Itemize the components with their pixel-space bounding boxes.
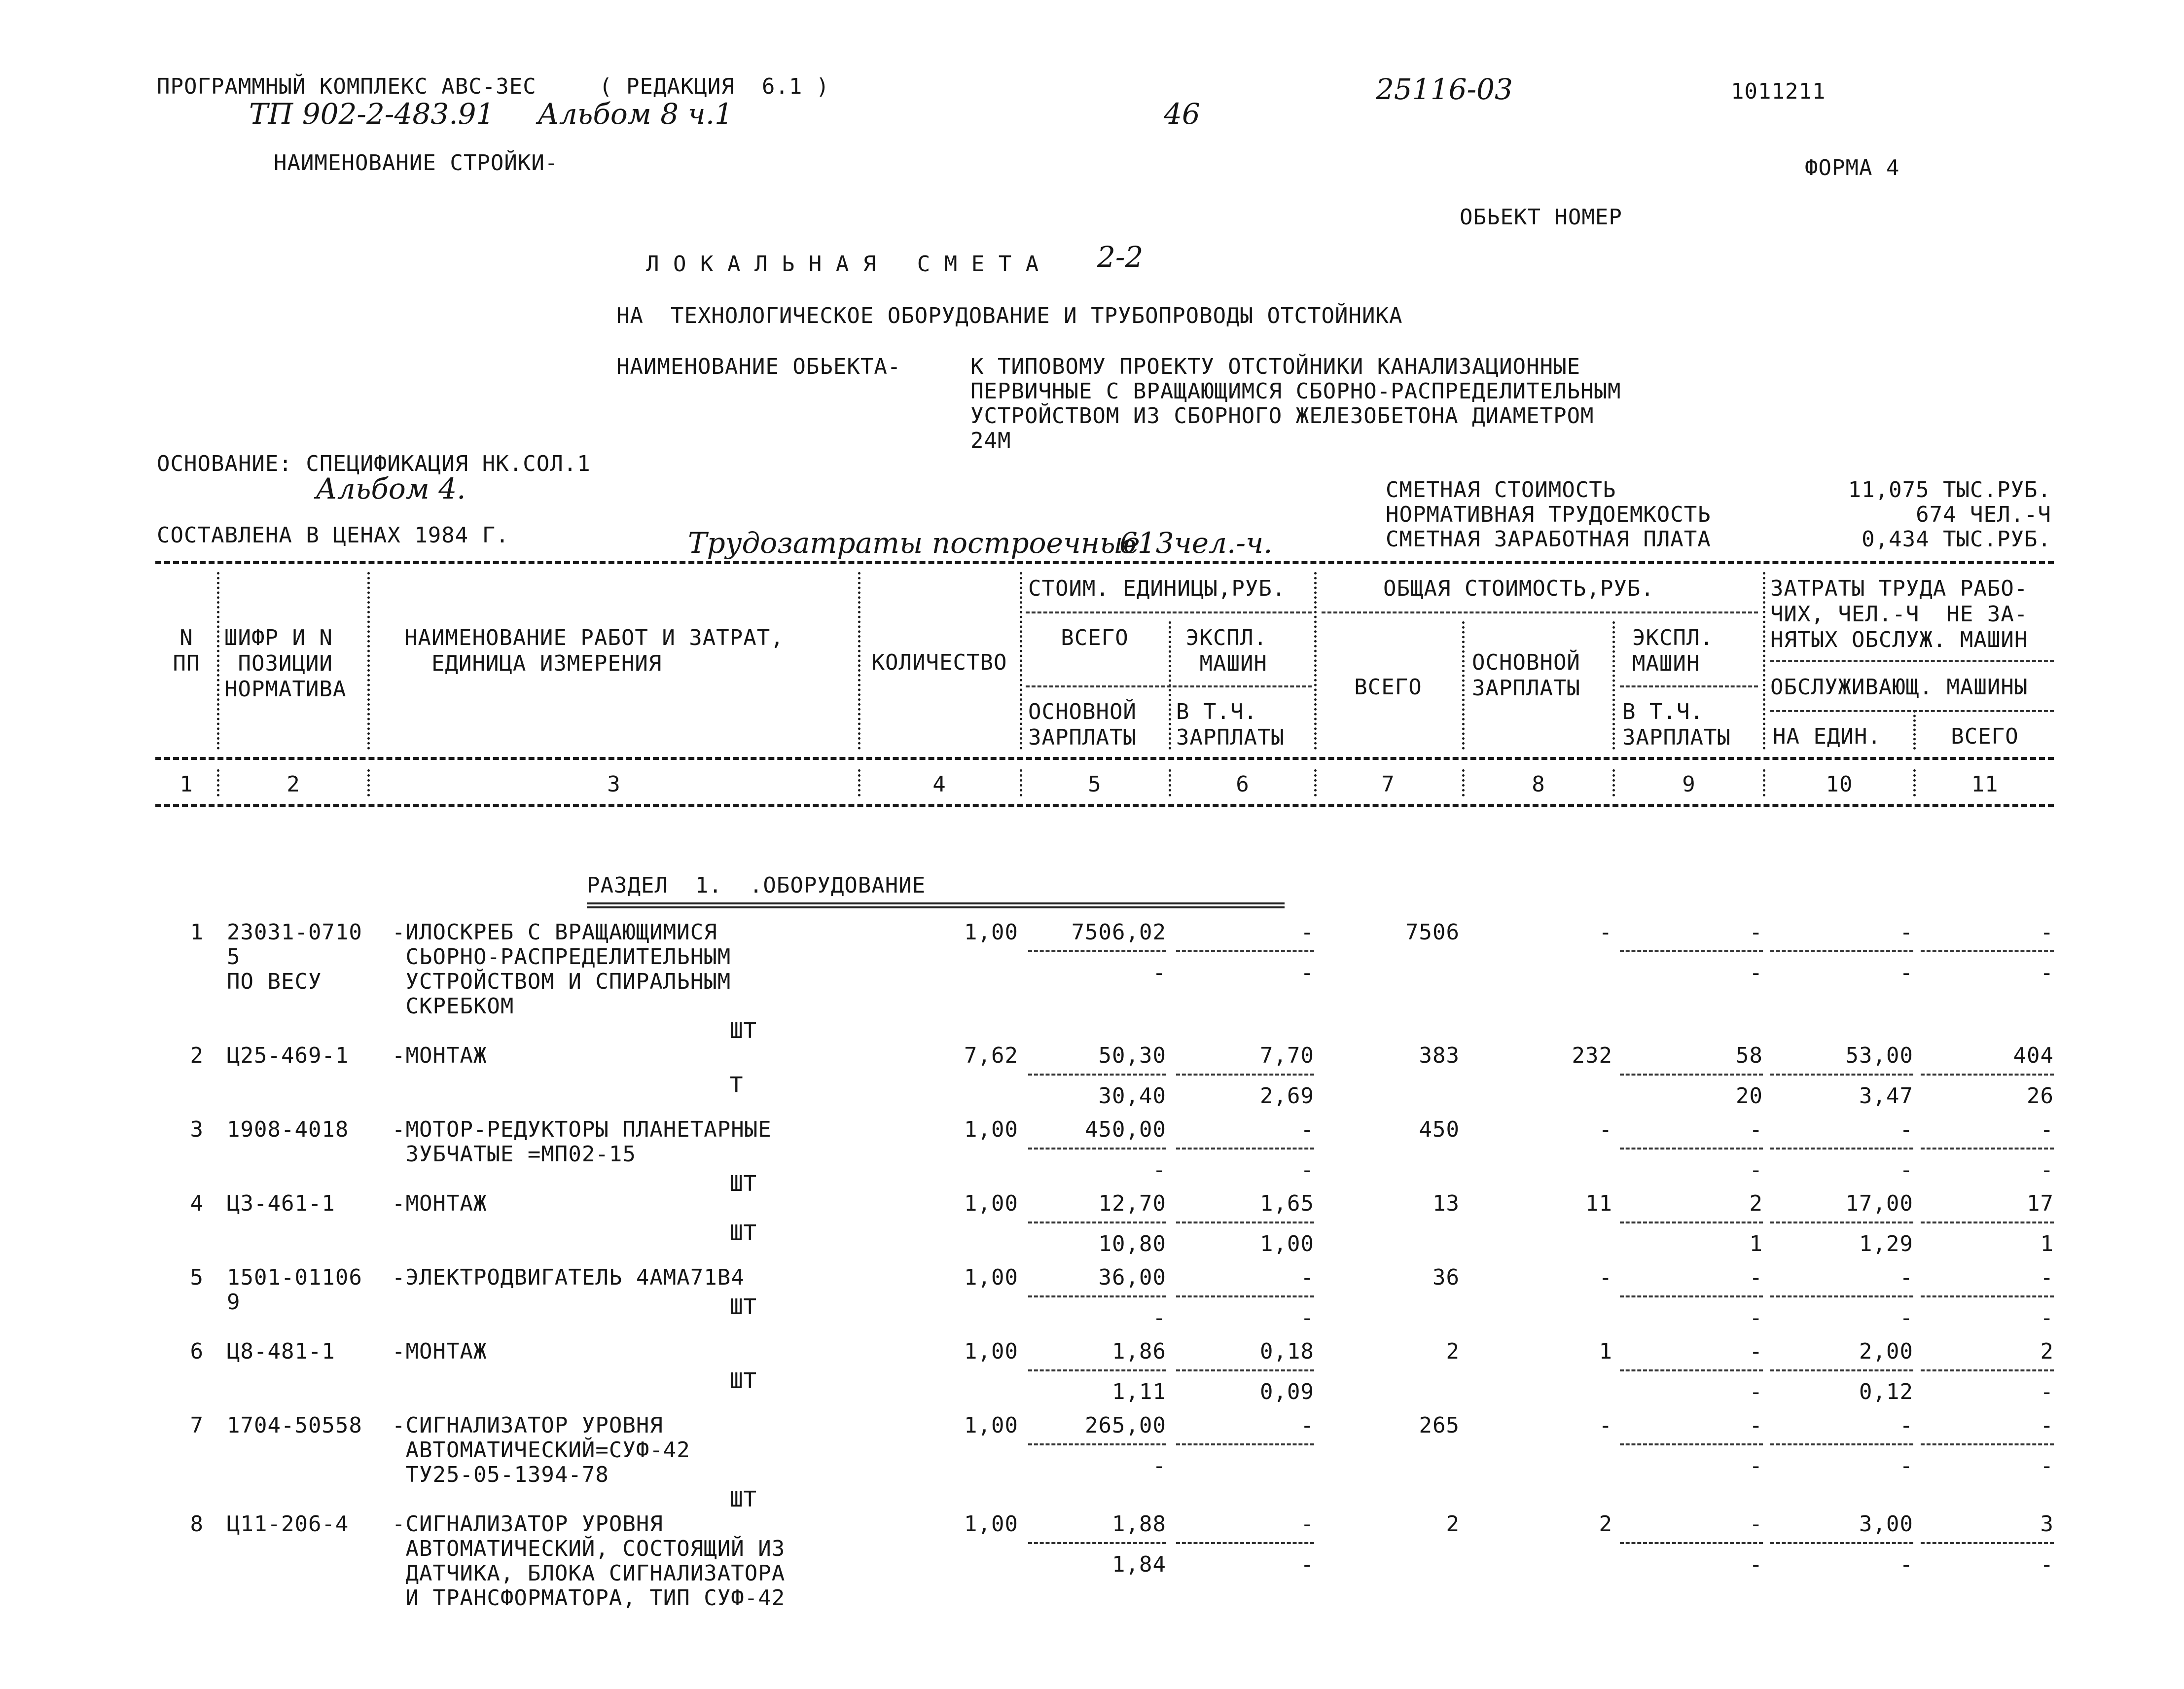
row-c10-service: - [1899, 1552, 1913, 1577]
row-c11-service: 1 [2040, 1231, 2054, 1257]
object-name-line-1: К ТИПОВОМУ ПРОЕКТУ ОТСТОЙНИКИ КАНАЛИЗАЦИОННЫЕ [970, 354, 1581, 379]
row-sub-rule [1028, 1148, 1166, 1150]
summary-wages-label: СМЕТНАЯ ЗАРАБОТНАЯ ПЛАТА [1386, 527, 1711, 552]
row-c7: 265 [1419, 1413, 1460, 1438]
row-c9: 2 [1749, 1191, 1763, 1216]
row-c6-wages: - [1300, 960, 1314, 985]
row-sub-rule [1921, 1148, 2054, 1150]
col-header-unit-machines: ЭКСПЛ. МАШИН [1186, 625, 1267, 676]
header-bottom-rule [155, 804, 2054, 807]
row-code: Ц25-469-1 [227, 1043, 349, 1068]
row-sub-rule [1028, 1074, 1166, 1076]
row-c4: 7,62 [964, 1043, 1018, 1068]
row-c4: 1,00 [964, 1339, 1018, 1364]
handwritten-estimate-number: 2-2 [1097, 240, 1144, 274]
row-c11-service: 26 [2027, 1083, 2054, 1109]
row-sub-rule [1770, 1443, 1913, 1445]
col-divider-1 [217, 572, 219, 750]
num-divider-1 [217, 769, 219, 796]
row-sub-rule [1028, 1542, 1166, 1544]
row-code: 5 [227, 944, 241, 970]
row-name: АВТОМАТИЧЕСКИЙ, СОСТОЯЩИЙ ИЗ [392, 1536, 786, 1561]
row-sub-rule [1620, 1148, 1763, 1150]
row-c11: 17 [2027, 1191, 2054, 1216]
row-unit: ШТ [730, 1294, 757, 1320]
row-sub-rule [1028, 1222, 1166, 1223]
row-c6: - [1300, 1413, 1314, 1438]
row-code: 1908-4018 [227, 1117, 349, 1142]
row-sub-rule [1921, 1222, 2054, 1223]
col-number-1: 1 [179, 772, 193, 797]
labor-sub-rule-2 [1770, 710, 2054, 712]
row-c4: 1,00 [964, 1511, 1018, 1537]
row-name: И ТРАНСФОРМАТОРА, ТИП СУФ-42 [392, 1585, 786, 1611]
row-c6-wages: 1,00 [1260, 1231, 1314, 1257]
row-c10: 53,00 [1845, 1043, 1913, 1068]
row-c7: 450 [1419, 1117, 1460, 1142]
col-divider-7 [1462, 621, 1465, 750]
section-underline [587, 902, 1285, 908]
row-c9-wages: 1 [1749, 1231, 1763, 1257]
row-c6: 1,65 [1260, 1191, 1314, 1216]
row-sub-rule [1028, 1369, 1166, 1371]
row-c9: - [1749, 1413, 1763, 1438]
row-c9-wages: - [1749, 1552, 1763, 1577]
row-unit: ШТ [730, 1018, 757, 1043]
row-sub-rule [1028, 1295, 1166, 1297]
row-c9-wages: - [1749, 1157, 1763, 1183]
num-divider-3 [858, 769, 860, 796]
row-c8: - [1599, 920, 1612, 945]
row-sub-rule [1770, 1222, 1913, 1223]
row-c4: 1,00 [964, 1191, 1018, 1216]
row-c9: 58 [1736, 1043, 1763, 1068]
col-header-unit-total: ВСЕГО [1061, 625, 1129, 650]
row-sub-rule [1770, 1369, 1913, 1371]
row-c6-wages: - [1300, 1157, 1314, 1183]
row-unit: ШТ [730, 1487, 757, 1512]
header-top-rule [155, 561, 2054, 564]
program-edition: ( РЕДАКЦИЯ 6.1 ) [599, 74, 830, 99]
row-name: -ЭЛЕКТРОДВИГАТЕЛЬ 4АМА71В4 [392, 1265, 745, 1290]
col-header-unit-cost: СТОИМ. ЕДИНИЦЫ,РУБ. [1028, 576, 1286, 601]
row-c9-wages: 20 [1736, 1083, 1763, 1109]
col-header-quantity: КОЛИЧЕСТВО [871, 650, 1007, 675]
col-number-7: 7 [1381, 772, 1395, 797]
row-c11: - [2040, 1413, 2054, 1438]
row-code: 23031-0710 [227, 920, 362, 945]
row-c5: 265,00 [1085, 1413, 1166, 1438]
row-c10: - [1899, 920, 1913, 945]
col-number-10: 10 [1826, 772, 1853, 797]
row-c6: - [1300, 1511, 1314, 1537]
col-number-11: 11 [1971, 772, 1999, 797]
num-divider-7 [1462, 769, 1465, 796]
row-c9-wages: - [1749, 960, 1763, 985]
object-name-line-4: 24М [970, 428, 1011, 453]
row-sub-rule [1620, 1222, 1763, 1223]
row-sub-rule [1028, 1443, 1166, 1445]
row-name: ЗУБЧАТЫЕ =МП02-15 [392, 1142, 636, 1167]
object-name-label: НАИМЕНОВАНИЕ ОБЬЕКТА- [616, 354, 901, 379]
form-label: ФОРМА 4 [1805, 155, 1900, 180]
row-name: СЬОРНО-РАСПРЕДЕЛИТЕЛЬНЫМ [392, 944, 731, 970]
row-sub-rule [1620, 1369, 1763, 1371]
col-number-2: 2 [286, 772, 300, 797]
row-code: Ц8-481-1 [227, 1339, 335, 1364]
row-c11: - [2040, 1265, 2054, 1290]
row-c9: - [1749, 1117, 1763, 1142]
row-sub-rule [1921, 1542, 2054, 1544]
row-sub-rule [1620, 1074, 1763, 1076]
num-divider-9 [1763, 769, 1765, 796]
row-c9: - [1749, 920, 1763, 945]
row-c11: 2 [2040, 1339, 2054, 1364]
summary-labor-value: 674 ЧЕЛ.-Ч [1916, 502, 2051, 527]
section-title: РАЗДЕЛ 1. .ОБОРУДОВАНИЕ [587, 873, 926, 898]
row-sub-rule [1770, 1074, 1913, 1076]
col-header-unit-wages: ОСНОВНОЙ ЗАРПЛАТЫ [1028, 699, 1137, 750]
row-c4: 1,00 [964, 1117, 1018, 1142]
row-c5: 12,70 [1098, 1191, 1166, 1216]
row-sub-rule [1176, 950, 1314, 952]
row-c6-wages: 2,69 [1260, 1083, 1314, 1109]
row-c8: - [1599, 1413, 1612, 1438]
row-c5-wages: - [1152, 1305, 1166, 1330]
construction-name-label: НАИМЕНОВАНИЕ СТРОЙКИ- [274, 150, 559, 176]
row-c11-service: - [2040, 960, 2054, 985]
row-sub-rule [1770, 1148, 1913, 1150]
col-header-total-machines: ЭКСПЛ. МАШИН [1632, 625, 1714, 676]
row-c7: 2 [1446, 1339, 1460, 1364]
unit-cost-rule [1026, 611, 1312, 613]
handwritten-labor-label: Трудозатраты построечные [688, 526, 1140, 560]
row-name: -МОТОР-РЕДУКТОРЫ ПЛАНЕТАРНЫЕ [392, 1117, 772, 1142]
row-sub-rule [1921, 1369, 2054, 1371]
row-c7: 7506 [1405, 920, 1460, 945]
row-c4: 1,00 [964, 1265, 1018, 1290]
row-c4: 1,00 [964, 1413, 1018, 1438]
estimate-title: Л О К А Л Ь Н А Я С М Е Т А [646, 252, 1039, 277]
row-c5-wages: 10,80 [1098, 1231, 1166, 1257]
row-number: 1 [190, 920, 204, 945]
row-name: -ИЛОСКРЕБ С ВРАЩАЮЩИМИСЯ [392, 920, 717, 945]
row-code: Ц3-461-1 [227, 1191, 335, 1216]
row-c6-wages: - [1300, 1305, 1314, 1330]
row-c5: 50,30 [1098, 1043, 1166, 1068]
row-number: 4 [190, 1191, 204, 1216]
row-c6: - [1300, 1265, 1314, 1290]
row-c10-service: 0,12 [1859, 1379, 1913, 1404]
summary-cost-label: СМЕТНАЯ СТОИМОСТЬ [1386, 477, 1616, 503]
row-c10: - [1899, 1413, 1913, 1438]
row-c5-wages: - [1152, 960, 1166, 985]
col-number-3: 3 [607, 772, 621, 797]
row-c5-wages: 1,84 [1112, 1552, 1166, 1577]
col-divider-9 [1763, 572, 1765, 750]
row-c6: - [1300, 920, 1314, 945]
row-c11-service: - [2040, 1305, 2054, 1330]
row-c5: 1,88 [1112, 1511, 1166, 1537]
row-c6: 7,70 [1260, 1043, 1314, 1068]
row-c11: 404 [2013, 1043, 2054, 1068]
row-sub-rule [1620, 1443, 1763, 1445]
col-number-4: 4 [932, 772, 946, 797]
col-number-6: 6 [1236, 772, 1250, 797]
handwritten-basis-album: Альбом 4. [316, 472, 466, 505]
col-number-5: 5 [1088, 772, 1102, 797]
row-number: 2 [190, 1043, 204, 1068]
row-code: 9 [227, 1290, 241, 1315]
basis-label: ОСНОВАНИЕ: СПЕЦИФИКАЦИЯ НК.СОЛ.1 [157, 451, 591, 476]
row-sub-rule [1770, 950, 1913, 952]
num-divider-4 [1020, 769, 1022, 796]
row-c9-wages: - [1749, 1379, 1763, 1404]
col-header-total-wages: ОСНОВНОЙ ЗАРПЛАТЫ [1472, 650, 1580, 701]
row-c7: 13 [1432, 1191, 1460, 1216]
row-c6-wages: 0,09 [1260, 1379, 1314, 1404]
row-c11-service: - [2040, 1157, 2054, 1183]
col-number-9: 9 [1682, 772, 1696, 797]
col-number-8: 8 [1532, 772, 1545, 797]
program-name: ПРОГРАММНЫЙ КОМПЛЕКС АВС-3ЕС [157, 74, 537, 99]
summary-wages-value: 0,434 ТЫС.РУБ. [1862, 527, 2051, 552]
row-name: -МОНТАЖ [392, 1191, 487, 1216]
row-c10-service: - [1899, 1157, 1913, 1183]
row-sub-rule [1176, 1222, 1314, 1223]
row-c10: 17,00 [1845, 1191, 1913, 1216]
row-code: 1501-01106 [227, 1265, 362, 1290]
row-c5: 36,00 [1098, 1265, 1166, 1290]
row-c8: 2 [1599, 1511, 1612, 1537]
row-sub-rule [1176, 1369, 1314, 1371]
row-code: ПО ВЕСУ [227, 969, 322, 994]
row-c5: 450,00 [1085, 1117, 1166, 1142]
col-divider-2 [367, 572, 370, 750]
col-header-unit-machine-wages: В Т.Ч. ЗАРПЛАТЫ [1176, 699, 1285, 750]
object-number-label: ОБЬЕКТ НОМЕР [1460, 205, 1622, 230]
row-c5-wages: - [1152, 1157, 1166, 1183]
col-header-labor-service: ОБСЛУЖИВАЮЩ. МАШИНЫ [1770, 675, 2028, 700]
row-sub-rule [1921, 1074, 2054, 1076]
summary-cost-value: 11,075 ТЫС.РУБ. [1848, 477, 2051, 503]
row-c10-service: - [1899, 960, 1913, 985]
num-divider-10 [1913, 769, 1916, 796]
row-c10-service: 1,29 [1859, 1231, 1913, 1257]
estimate-subject: НА ТЕХНОЛОГИЧЕСКОЕ ОБОРУДОВАНИЕ И ТРУБОПРОВОДЫ ОТСТОЙНИКА [616, 303, 1403, 328]
row-c6: - [1300, 1117, 1314, 1142]
row-c9: - [1749, 1339, 1763, 1364]
row-c10-service: - [1899, 1305, 1913, 1330]
row-sub-rule [1176, 1148, 1314, 1150]
col-header-code: ШИФР И N ПОЗИЦИИ НОРМАТИВА [224, 625, 347, 702]
row-sub-rule [1921, 1295, 2054, 1297]
row-number: 5 [190, 1265, 204, 1290]
row-c5-wages: 1,11 [1112, 1379, 1166, 1404]
row-number: 6 [190, 1339, 204, 1364]
row-c8: 232 [1572, 1043, 1612, 1068]
row-sub-rule [1620, 1295, 1763, 1297]
row-name: АВТОМАТИЧЕСКИЙ=СУФ-42 [392, 1437, 690, 1463]
col-divider-10 [1913, 710, 1916, 750]
row-sub-rule [1620, 950, 1763, 952]
row-number: 8 [190, 1511, 204, 1537]
row-number: 3 [190, 1117, 204, 1142]
col-header-number: N ПП [173, 625, 200, 676]
document-number: 1011211 [1731, 79, 1826, 104]
row-c11: - [2040, 1117, 2054, 1142]
row-sub-rule [1176, 1295, 1314, 1297]
col-divider-4 [1020, 572, 1022, 750]
row-name: -МОНТАЖ [392, 1339, 487, 1364]
row-unit: ШТ [730, 1368, 757, 1394]
row-c6-wages: - [1300, 1552, 1314, 1577]
row-c11-service: - [2040, 1379, 2054, 1404]
col-divider-8 [1612, 621, 1615, 750]
row-c11: - [2040, 920, 2054, 945]
row-c4: 1,00 [964, 920, 1018, 945]
row-c9-wages: - [1749, 1305, 1763, 1330]
row-c5-wages: 30,40 [1098, 1083, 1166, 1109]
handwritten-code: 25116-03 [1376, 72, 1513, 106]
row-code: Ц11-206-4 [227, 1511, 349, 1537]
col-header-labor-unit: НА ЕДИН. [1773, 724, 1881, 749]
summary-labor-label: НОРМАТИВНАЯ ТРУДОЕМКОСТЬ [1386, 502, 1711, 527]
row-c7: 2 [1446, 1511, 1460, 1537]
unit-cost-sub-rule [1026, 685, 1312, 687]
row-name: СКРЕБКОМ [392, 994, 514, 1019]
handwritten-album: Альбом 8 ч.1 [537, 97, 733, 131]
col-header-labor: ЗАТРАТЫ ТРУДА РАБО- ЧИХ, ЧЕЛ.-Ч НЕ ЗА- НЯТЫХ ОБСЛУЖ. МАШИН [1770, 576, 2028, 652]
col-header-total-cost: ОБЩАЯ СТОИМОСТЬ,РУБ. [1383, 576, 1654, 601]
row-sub-rule [1028, 950, 1166, 952]
row-c8: 1 [1599, 1339, 1612, 1364]
col-header-labor-total: ВСЕГО [1951, 724, 2019, 749]
handwritten-page-number: 46 [1164, 97, 1200, 131]
row-c9: - [1749, 1265, 1763, 1290]
row-number: 7 [190, 1413, 204, 1438]
row-name: УСТРОЙСТВОМ И СПИРАЛЬНЫМ [392, 969, 731, 994]
row-c9: - [1749, 1511, 1763, 1537]
header-number-rule [155, 757, 2054, 760]
row-c10: 2,00 [1859, 1339, 1913, 1364]
row-name: -СИГНАЛИЗАТОР УРОВНЯ [392, 1511, 663, 1537]
row-c11-service: - [2040, 1453, 2054, 1478]
row-sub-rule [1921, 1443, 2054, 1445]
row-sub-rule [1176, 1443, 1314, 1445]
labor-sub-rule [1770, 660, 2054, 662]
num-divider-8 [1612, 769, 1615, 796]
row-name: ТУ25-05-1394-78 [392, 1462, 609, 1487]
num-divider-2 [367, 769, 370, 796]
row-c5-wages: - [1152, 1453, 1166, 1478]
row-c9-wages: - [1749, 1453, 1763, 1478]
row-sub-rule [1921, 950, 2054, 952]
col-divider-6 [1314, 572, 1317, 750]
row-code: 1704-50558 [227, 1413, 362, 1438]
row-c8: - [1599, 1117, 1612, 1142]
row-unit: ШТ [730, 1171, 757, 1196]
row-c10-service: - [1899, 1453, 1913, 1478]
col-header-total: ВСЕГО [1354, 675, 1422, 700]
row-c6: 0,18 [1260, 1339, 1314, 1364]
row-c10: 3,00 [1859, 1511, 1913, 1537]
col-header-total-machine-wages: В Т.Ч. ЗАРПЛАТЫ [1622, 699, 1731, 750]
row-name: -СИГНАЛИЗАТОР УРОВНЯ [392, 1413, 663, 1438]
handwritten-tp-number: ТП 902-2-483.91 [249, 97, 495, 131]
handwritten-labor-value: 613чел.-ч. [1119, 526, 1273, 560]
row-sub-rule [1176, 1074, 1314, 1076]
row-c10: - [1899, 1117, 1913, 1142]
row-unit: ШТ [730, 1221, 757, 1246]
row-c5: 1,86 [1112, 1339, 1166, 1364]
row-c8: - [1599, 1265, 1612, 1290]
object-name-line-3: УСТРОЙСТВОМ ИЗ СБОРНОГО ЖЕЛЕЗОБЕТОНА ДИАМЕТРОМ [970, 403, 1594, 429]
total-cost-rule [1322, 611, 1758, 613]
machines-sub-rule [1620, 685, 1758, 687]
row-sub-rule [1176, 1542, 1314, 1544]
row-c5: 7506,02 [1071, 920, 1166, 945]
row-c11: 3 [2040, 1511, 2054, 1537]
row-name: -МОНТАЖ [392, 1043, 487, 1068]
object-name-line-2: ПЕРВИЧНЫЕ С ВРАЩАЮЩИМСЯ СБОРНО-РАСПРЕДЕЛИТЕЛЬНЫМ [970, 379, 1621, 404]
row-sub-rule [1620, 1542, 1763, 1544]
row-c7: 383 [1419, 1043, 1460, 1068]
row-unit: Т [730, 1073, 744, 1098]
row-c10: - [1899, 1265, 1913, 1290]
row-c10-service: 3,47 [1859, 1083, 1913, 1109]
num-divider-6 [1314, 769, 1317, 796]
row-c8: 11 [1585, 1191, 1612, 1216]
col-header-name: НАИМЕНОВАНИЕ РАБОТ И ЗАТРАТ, ЕДИНИЦА ИЗМЕРЕНИЯ [404, 625, 784, 676]
row-c11-service: - [2040, 1552, 2054, 1577]
row-c7: 36 [1432, 1265, 1460, 1290]
row-sub-rule [1770, 1542, 1913, 1544]
num-divider-5 [1169, 769, 1171, 796]
row-sub-rule [1770, 1295, 1913, 1297]
row-name: ДАТЧИКА, БЛОКА СИГНАЛИЗАТОРА [392, 1561, 786, 1586]
prices-year-label: СОСТАВЛЕНА В ЦЕНАХ 1984 Г. [157, 523, 509, 548]
